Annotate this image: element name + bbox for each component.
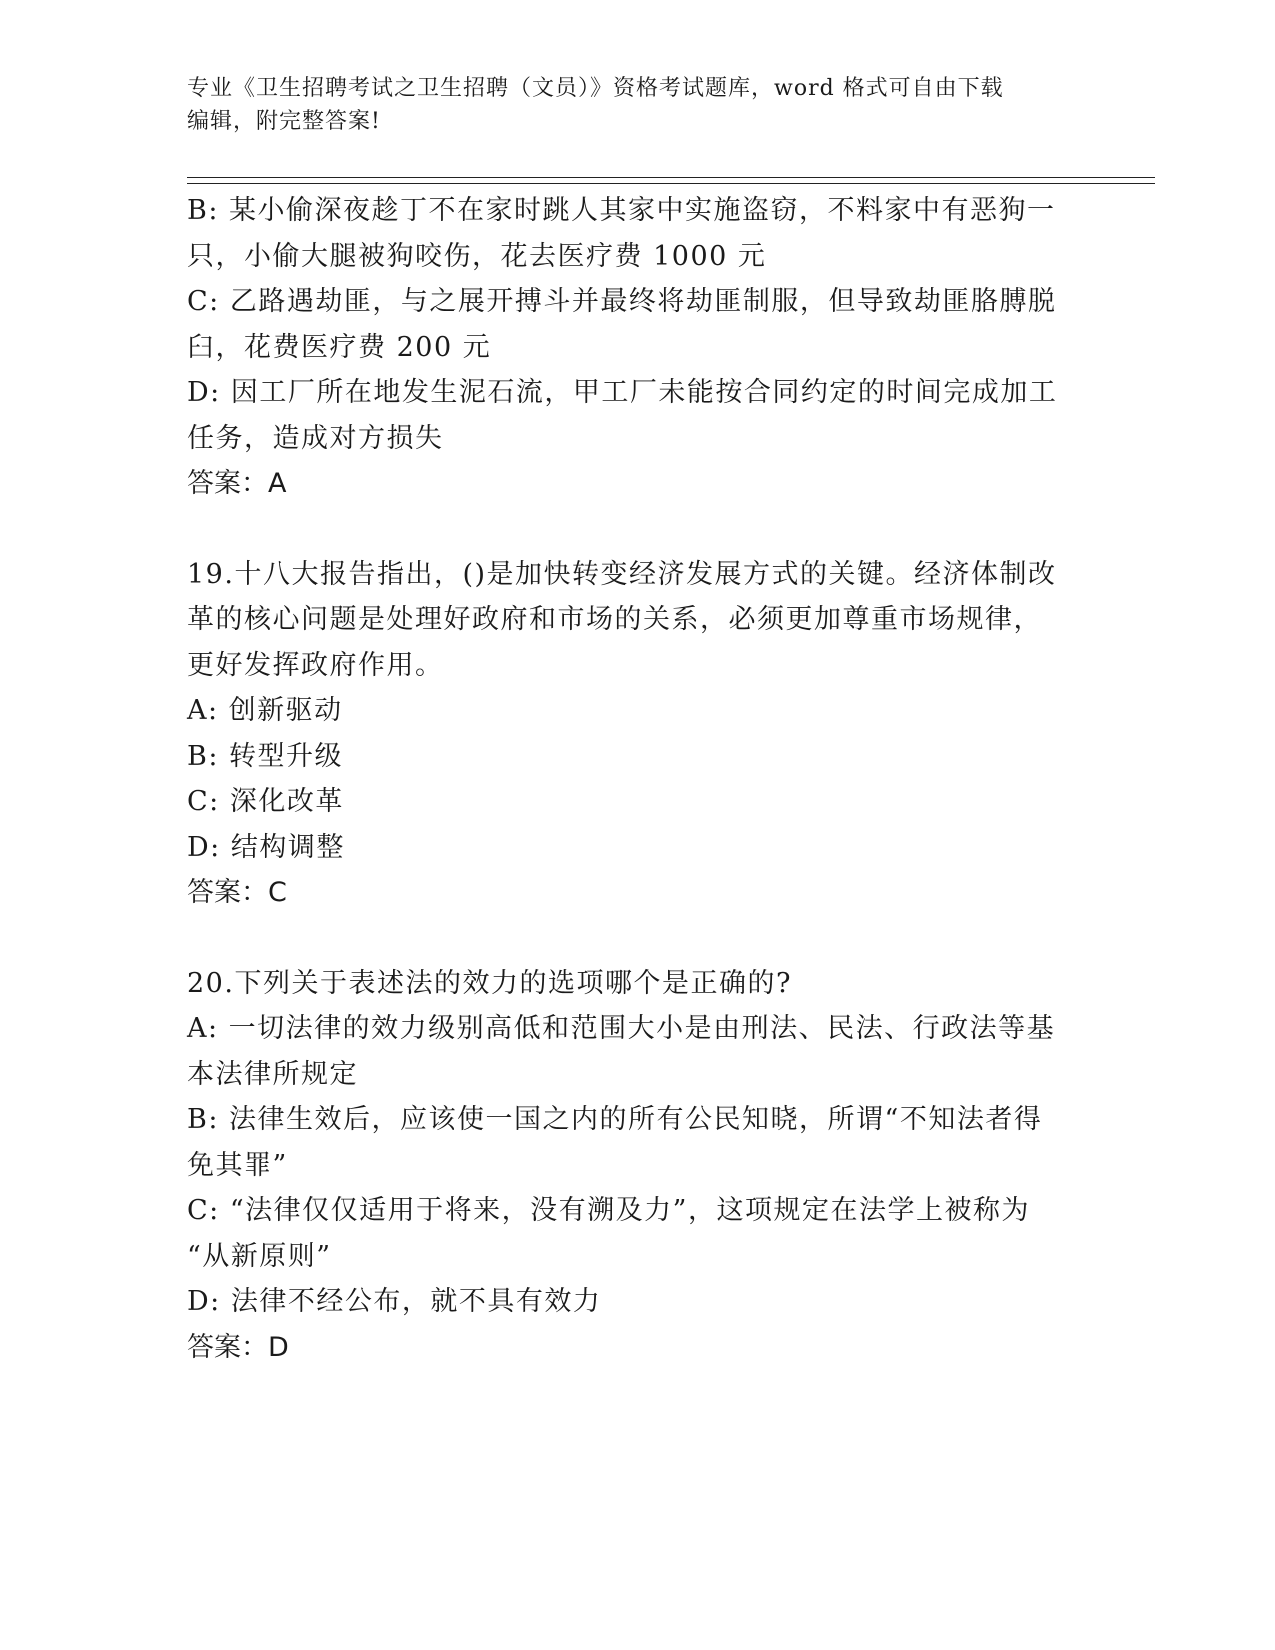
option-c: C: 深化改革 <box>187 786 344 817</box>
option-b: B: 转型升级 <box>187 740 344 772</box>
option-c-cont: 臼，花费医疗费 200 元 <box>187 331 492 363</box>
question-20 <box>187 961 1087 1371</box>
question-stem: 20.下列关于表述法的效力的选项哪个是正确的? <box>187 967 792 999</box>
option-b-cont: 免其罪” <box>187 1149 288 1181</box>
answer: 答案：C <box>187 877 287 908</box>
option-b: B: 某小偷深夜趁丁不在家时跳人其家中实施盗窃，不料家中有恶狗一 <box>187 195 1056 226</box>
document-header <box>187 72 1087 138</box>
option-a-cont: 本法律所规定 <box>187 1058 358 1090</box>
question-18-tail <box>187 188 1087 507</box>
option-a: A: 一切法律的效力级别高低和范围大小是由刑法、民法、行政法等基 <box>187 1013 1056 1044</box>
option-c-cont: “从新原则” <box>187 1240 332 1272</box>
question-stem-cont: 更好发挥政府作用。 <box>187 649 444 681</box>
option-b: B: 法律生效后，应该使一国之内的所有公民知晓，所谓“不知法者得 <box>187 1104 1043 1135</box>
answer: 答案：D <box>187 1331 289 1363</box>
option-d: D: 因工厂所在地发生泥石流，甲工厂未能按合同约定的时间完成加工 <box>187 377 1058 408</box>
option-d: D: 结构调整 <box>187 831 345 863</box>
question-stem-cont: 革的核心问题是处理好政府和市场的关系，必须更加尊重市场规律， <box>187 604 1042 635</box>
option-c: C: “法律仅仅适用于将来，没有溯及力”，这项规定在法学上被称为 <box>187 1195 1030 1226</box>
option-a: A: 创新驱动 <box>187 695 343 726</box>
header-rule-top <box>187 177 1155 178</box>
question-spacer <box>187 916 1087 961</box>
question-spacer <box>187 507 1087 552</box>
header-rule-bottom <box>187 183 1155 184</box>
option-d-cont: 任务，造成对方损失 <box>187 422 444 454</box>
question-body <box>187 188 1087 1370</box>
question-19 <box>187 552 1087 916</box>
answer: 答案：A <box>187 468 287 499</box>
option-b-cont: 只，小偷大腿被狗咬伤，花去医疗费 1000 元 <box>187 240 767 272</box>
option-c: C: 乙路遇劫匪，与之展开搏斗并最终将劫匪制服，但导致劫匪胳膊脱 <box>187 286 1057 317</box>
header-line-2: 编辑，附完整答案! <box>187 109 381 134</box>
question-stem: 19.十八大报告指出，()是加快转变经济发展方式的关键。经济体制改 <box>187 558 1057 590</box>
option-d: D: 法律不经公布，就不具有效力 <box>187 1286 602 1317</box>
header-line-1: 专业《卫生招聘考试之卫生招聘（文员）》资格考试题库，word 格式可自由下载 <box>187 76 1004 101</box>
